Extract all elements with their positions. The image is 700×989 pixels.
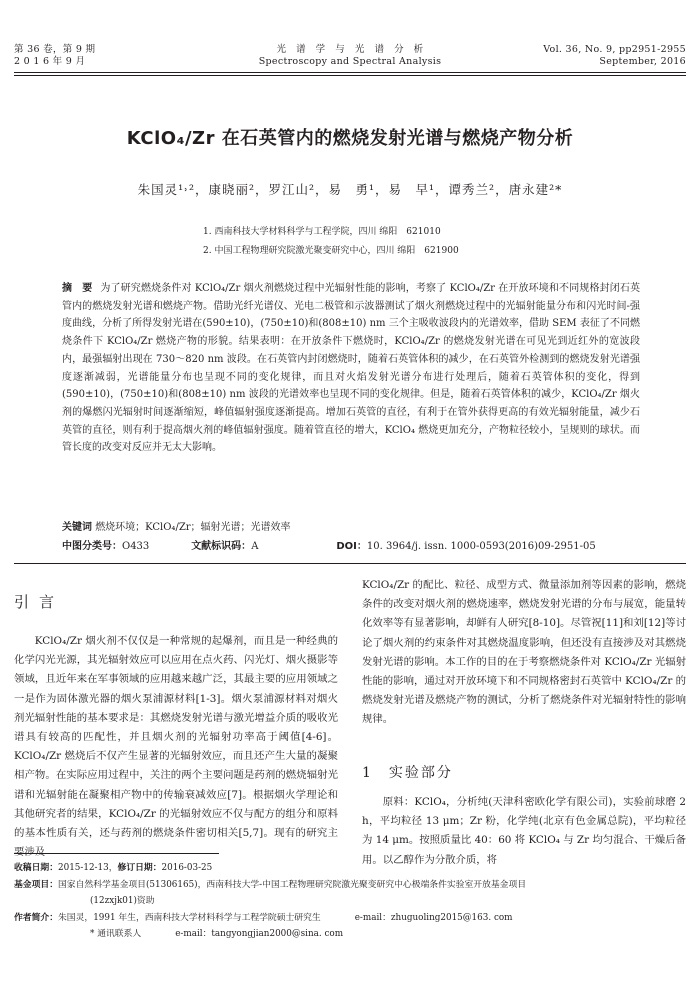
corresponding-author: * 通讯联系人 e-mail：tangyongjian2000@sina. com: [90, 929, 344, 939]
document-code: 文献标识码：A: [191, 541, 259, 552]
paper-title: KClO₄/Zr 在石英管内的燃烧发射光谱与燃烧产物分析: [126, 128, 574, 149]
abstract-text: 为了研究燃烧条件对 KClO₄/Zr 烟火剂燃烧过程中光辐射性能的影响，考察了 KClO₄/Zr 在开放环境和不同规格封闭石英管内的燃烧发射光谱和燃烧产物。借助光纤光谱仪、光电二极管和示波器测试了烟火剂燃烧过程中的光辐射能量分布和闪光时间-强度曲线，分析了所得发射光谱在(590±10)，(750±10)和(808±10) nm 三个主吸收波段内的光谱效率，借助 SEM 表征了不同燃烧条件下 KClO₄/Zr 燃烧产物的形貌。结果表明：在开放条件下燃烧时，KClO₄/Zr 的燃烧发射光谱在可见光到近红外的宽波段内，最强辐射出现在 730～820 nm 波段。在石英管内封闭燃烧时，随着石英管体积的减少，在石英管外检测到的燃烧发射光谱强度逐渐减弱，光谱能量分布也呈现不同的变化规律，而且对火焰发射光谱分布进行处理后，随着石英管体积的变化，得到(590±10)，(750±10)和(808±10) nm 波段的光谱效率也呈现不同的变化规律。但是，随着石英管体积的减少，KClO₄/Zr 烟火剂的爆燃闪光辐射时间逐渐缩短，峰值辐射强度逐渐提高。增加石英管的直径，有利于在管外获得更高的有效光辐射能量，减少石英管的直径，则有利于提高烟火剂的峰值辐射强度。随着管直径的增大，KClO₄ 燃烧更加充分，产物粒径较小，呈规则的球状。而管长度的改变对反应并无太大影响。: [62, 283, 640, 454]
clc: 中图分类号：O433: [62, 541, 150, 552]
intro-paragraph-continued: KClO₄/Zr 的配比、粒径、成型方式、微量添加剂等因素的影响，燃烧条件的改变对烟火剂的燃烧速率，燃烧发射光谱的分布与展宽，能量转化效率等有显著影响，却鲜有人研究[8-10]。尽管祝[11]和刘[12]等讨论了烟火剂的约束条件对其燃烧温度影响，但还没有直接涉及对其燃烧发射光谱的影响。本工作的目的在于考察燃烧条件对 KClO₄/Zr 光辐射性能的影响，通过对开放环境下和不同规格密封石英管中 KClO₄/Zr 的燃烧发射光谱及燃烧产物的测试，分析了燃烧条件对光辐射特性的影响规律。: [362, 579, 686, 726]
received-dates: 收稿日期：2015-12-13，修订日期：2016-03-25: [14, 863, 213, 873]
author-list: 朱国灵¹˒²，康晓丽²，罗江山²，易 勇¹，易 早¹，谭秀兰²，唐永建²*: [137, 182, 563, 197]
header-rule-thin: [14, 75, 686, 76]
corresponding-email: e-mail：tangyongjian2000@sina. com: [175, 929, 344, 939]
header-rule: [14, 72, 686, 73]
author-bio: 作者简介：朱国灵，1991 年生，西南科技大学材料科学与工程学院硕士研究生 e-mail：zhuguoling2015@163. com: [14, 912, 513, 923]
intro-paragraph: KClO₄/Zr 烟火剂不仅仅是一种常规的起爆剂，而且是一种经典的化学闪光光源，其光辐射效应可以应用在点火药、闪光灯、烟火摄影等领域，且近年来在军事领域的应用越来越广泛，其最主要的应用领域之一是作为固体激光器的烟火泵浦源材料[1-3]。烟火泵浦源材料对烟火剂光辐射性能的基本要求是：其燃烧发射光谱与激光增益介质的吸收光谱具有较高的匹配性，并且烟火剂的光辐射功率高于阈值[4-6]。KClO₄/Zr 燃烧后不仅产生显著的光辐射效应，而且还产生大量的凝聚相产物。在实际应用过程中，关注的两个主要问题是药剂的燃烧辐射光谱和光辐射能在凝聚相产物中的传输衰减效应[7]。根据烟火学理论和其他研究者的结果，KClO₄/Zr 的光辐射效应不仅与配方的组分和原料的基本性质有关，还与药剂的燃烧条件密切相关[5,7]。现有的研究主要涉及: [14, 635, 338, 859]
abstract: [62, 280, 640, 457]
footnote-rule: [14, 853, 219, 854]
journal-name-en: Spectroscopy and Spectral Analysis: [258, 56, 442, 67]
experiment-heading: 1 实验部分: [362, 765, 453, 781]
abstract-label: 摘 要: [62, 283, 93, 294]
intro-heading: 引言: [14, 593, 65, 611]
section-divider: [14, 563, 686, 564]
footnotes: [14, 860, 694, 943]
right-column: [362, 576, 686, 730]
classification-line: [62, 537, 662, 552]
author-email: e-mail：zhuguoling2015@163. com: [354, 912, 513, 923]
fund-info-cont: (12zxjk01)资助: [90, 896, 155, 906]
volume-pages: Vol. 36, No. 9, pp2951-2955 September, 2016: [543, 44, 686, 67]
experiment-column: [362, 793, 686, 870]
volume-issue: 第 36 卷，第 9 期 2 0 1 6 年 9 月: [14, 44, 96, 67]
doi: DOI：10. 3964/j. issn. 1000-0593(2016)09-2951-05: [336, 541, 596, 552]
materials-paragraph: 原料：KClO₄，分析纯(天津科密欧化学有限公司)，实验前球磨 2 h，平均粒径 13 μm；Zr 粉，化学纯(北京有色金属总院)，平均粒径为 14 μm。按照质量比 40：60 将 KClO₄ 与 Zr 均匀混合、干燥后备用。以乙醇作为分散介质，将: [362, 796, 686, 866]
journal-name-cn: 光 谱 学 与 光 谱 分 析: [276, 44, 424, 55]
affiliation-1: 1. 西南科技大学材料科学与工程学院，四川 绵阳 621010: [203, 227, 441, 237]
keywords-text: 燃烧环境；KClO₄/Zr；辐射光谱；光谱效率: [95, 522, 291, 533]
keywords-label: 关键词: [62, 522, 92, 533]
intro-column: [14, 632, 338, 862]
keywords: [62, 518, 291, 533]
affiliation-2: 2. 中国工程物理研究院激光聚变研究中心，四川 绵阳 621900: [203, 246, 459, 256]
fund-info: 基金项目：国家自然科学基金项目(51306165)，西南科技大学-中国工程物理研究院激光聚变研究中心极端条件实验室开放基金项目: [14, 879, 527, 890]
